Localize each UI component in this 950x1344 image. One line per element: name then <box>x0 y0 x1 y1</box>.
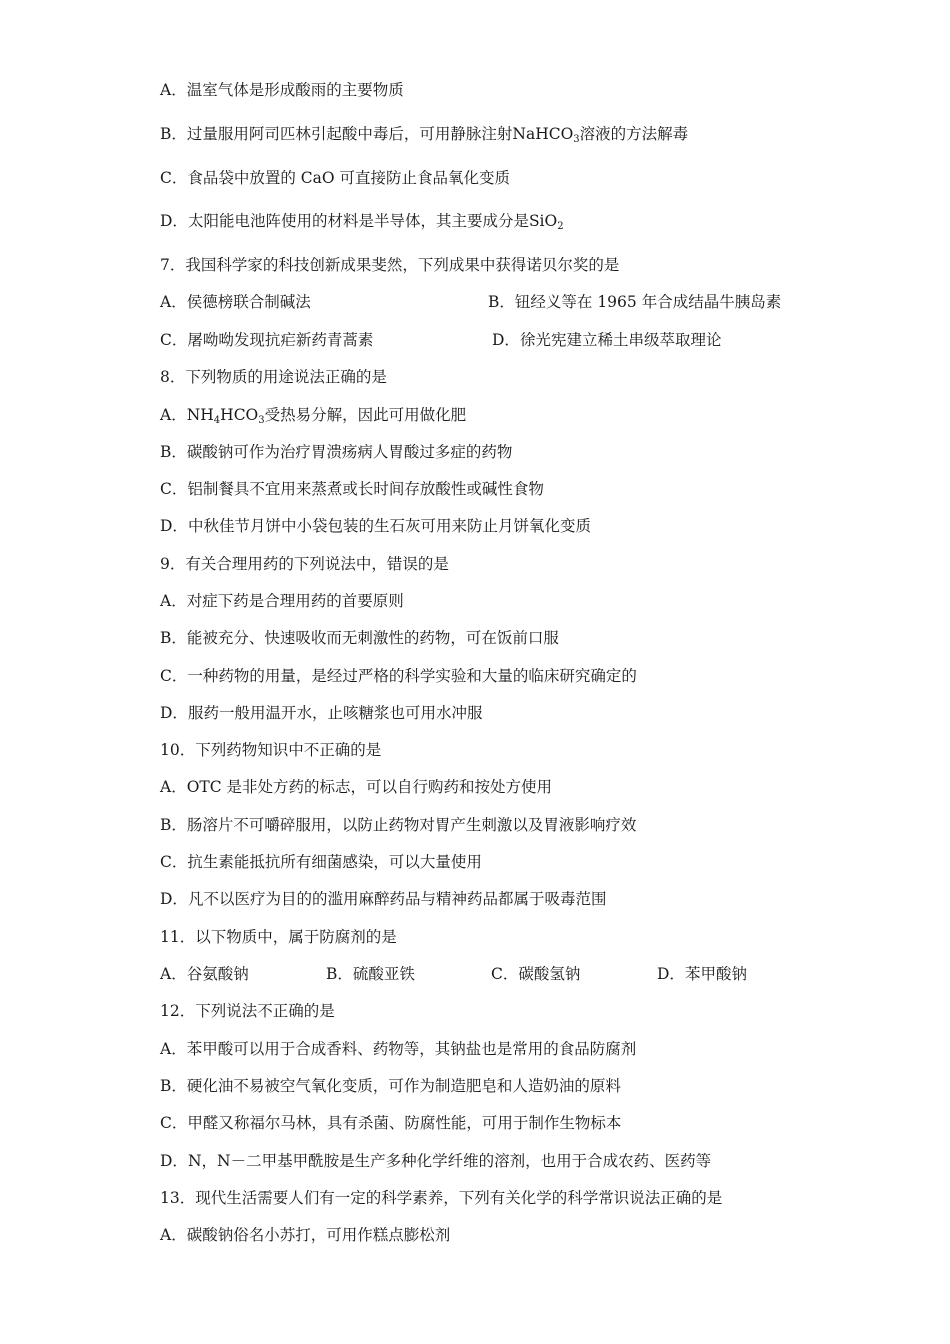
option-label: B． <box>326 965 353 983</box>
q9-option-d <box>160 703 482 723</box>
option-text: 苯甲酸可以用于合成香料、药物等，其钠盐也是常用的食品防腐剂 <box>186 1040 637 1058</box>
subscript: 4 <box>213 415 221 426</box>
option-text: 徐光宪建立稀土串级萃取理论 <box>519 331 722 349</box>
q9-option-b <box>160 628 559 648</box>
q8-option-c <box>160 479 544 499</box>
q7-stem: 7．我国科学家的科技创新成果斐然，下列成果中获得诺贝尔奖的是 <box>160 256 620 274</box>
option-label: D． <box>657 965 685 983</box>
option-label: A． <box>160 81 187 99</box>
q12-stem: 12．下列说法不正确的是 <box>160 1002 335 1020</box>
option-label: B． <box>160 443 187 461</box>
q9-option-c <box>160 666 637 686</box>
option-label: C． <box>160 667 188 685</box>
q8-option-b <box>160 442 512 462</box>
option-label: B． <box>160 629 187 647</box>
option-text: 苯甲酸钠 <box>684 965 747 983</box>
option-text: 中秋佳节月饼中小袋包装的生石灰可用来防止月饼氧化变质 <box>187 517 591 535</box>
option-text: 碳酸钠可作为治疗胃溃疡病人胃酸过多症的药物 <box>186 443 513 461</box>
option-text: OTC 是非处方药的标志，可以自行购药和按处方使用 <box>186 778 553 796</box>
q12-option-a <box>160 1039 636 1059</box>
q10-option-a <box>160 777 552 797</box>
option-label: D． <box>160 1152 188 1170</box>
option-text: 受热易分解，因此可用做化肥 <box>264 406 467 424</box>
option-text: 钮经义等在 1965 年合成结晶牛胰岛素 <box>514 293 782 311</box>
q7-option-b <box>488 292 781 312</box>
q10-option-d <box>160 889 606 909</box>
q12-option-d <box>160 1151 711 1171</box>
option-text: 能被充分、快速吸收而无刺激性的药物，可在饭前口服 <box>186 629 559 647</box>
option-label: C． <box>491 965 519 983</box>
q7-option-a <box>160 292 311 312</box>
q8-option-d <box>160 516 591 536</box>
option-label: A． <box>160 778 187 796</box>
option-label: B． <box>160 1077 187 1095</box>
option-text: 温室气体是形成酸雨的主要物质 <box>186 81 404 99</box>
q6-option-c <box>160 168 510 188</box>
option-text: 一种药物的用量，是经过严格的科学实验和大量的临床研究确定的 <box>187 667 637 685</box>
option-text: 侯德榜联合制碱法 <box>186 293 311 311</box>
option-label: B． <box>160 816 187 834</box>
option-label: C． <box>160 480 188 498</box>
option-label: B． <box>488 293 515 311</box>
subscript: 3 <box>258 415 265 426</box>
option-text-tail: 溶液的方法解毒 <box>579 125 689 143</box>
q10-option-c <box>160 852 482 872</box>
option-text: 食品袋中放置的 CaO 可直接防止食品氧化变质 <box>187 169 511 187</box>
option-text: 碳酸氢钠 <box>518 965 581 983</box>
q10-option-b <box>160 815 636 835</box>
option-text: N，N－二甲基甲酰胺是生产多种化学纤维的溶剂，也用于合成农药、医药等 <box>187 1152 712 1170</box>
option-text: 屠呦呦发现抗疟新药青蒿素 <box>187 331 374 349</box>
option-text: 硫酸亚铁 <box>352 965 415 983</box>
q11-option-b <box>326 964 415 984</box>
option-label: D． <box>160 517 188 535</box>
option-text: 凡不以医疗为目的的滥用麻醉药品与精神药品都属于吸毒范围 <box>187 890 607 908</box>
option-text: 服药一般用温开水，止咳糖浆也可用水冲服 <box>187 704 483 722</box>
q8-option-a <box>160 405 466 425</box>
q7-option-d <box>492 330 721 350</box>
option-label: A． <box>160 293 187 311</box>
option-label: A． <box>160 1226 187 1244</box>
option-label: C． <box>160 1114 188 1132</box>
option-text: 甲醛又称福尔马林，具有杀菌、防腐性能，可用于制作生物标本 <box>187 1114 622 1132</box>
option-text: 太阳能电池阵使用的材料是半导体，其主要成分是SiO <box>187 212 558 230</box>
option-text: 谷氨酸钠 <box>186 965 249 983</box>
option-text: 过量服用阿司匹林引起酸中毒后，可用静脉注射NaHCO <box>186 125 574 143</box>
q11-option-a <box>160 964 249 984</box>
q6-option-d <box>160 211 564 231</box>
q6-option-b <box>160 124 688 144</box>
option-text: 肠溶片不可嚼碎服用，以防止药物对胃产生刺激以及胃液影响疗效 <box>186 816 637 834</box>
q12-option-c <box>160 1113 621 1133</box>
q11-stem: 11．以下物质中，属于防腐剂的是 <box>160 928 397 946</box>
option-label: B． <box>160 125 187 143</box>
option-label: C． <box>160 853 188 871</box>
q12-option-b <box>160 1076 621 1096</box>
option-label: D． <box>160 704 188 722</box>
q6-option-a <box>160 80 404 100</box>
q13-stem: 13．现代生活需要人们有一定的科学素养，下列有关化学的科学常识说法正确的是 <box>160 1189 723 1207</box>
q13-option-a <box>160 1225 450 1245</box>
option-label: D． <box>160 212 188 230</box>
q9-stem: 9．有关合理用药的下列说法中，错误的是 <box>160 555 449 573</box>
option-text: 硬化油不易被空气氧化变质，可作为制造肥皂和人造奶油的原料 <box>186 1077 621 1095</box>
q11-option-c <box>491 964 580 984</box>
option-label: A． <box>160 965 187 983</box>
subscript: 2 <box>557 221 564 232</box>
formula-part: NH <box>186 406 214 424</box>
option-label: C． <box>160 169 188 187</box>
q8-stem: 8．下列物质的用途说法正确的是 <box>160 368 387 386</box>
option-text: 碳酸钠俗名小苏打，可用作糕点膨松剂 <box>186 1226 451 1244</box>
q10-stem: 10．下列药物知识中不正确的是 <box>160 741 382 759</box>
option-label: A． <box>160 592 187 610</box>
option-label: A． <box>160 1040 187 1058</box>
option-label: D． <box>492 331 520 349</box>
option-label: D． <box>160 890 188 908</box>
formula-part: HCO <box>220 406 259 424</box>
option-label: A． <box>160 406 187 424</box>
option-text: 抗生素能抵抗所有细菌感染，可以大量使用 <box>187 853 482 871</box>
q9-option-a <box>160 591 404 611</box>
option-text: 铝制餐具不宜用来蒸煮或长时间存放酸性或碱性食物 <box>187 480 544 498</box>
subscript: 3 <box>573 134 580 145</box>
option-label: C． <box>160 331 188 349</box>
option-text: 对症下药是合理用药的首要原则 <box>186 592 404 610</box>
q11-option-d <box>657 964 747 984</box>
q7-option-c <box>160 330 373 350</box>
